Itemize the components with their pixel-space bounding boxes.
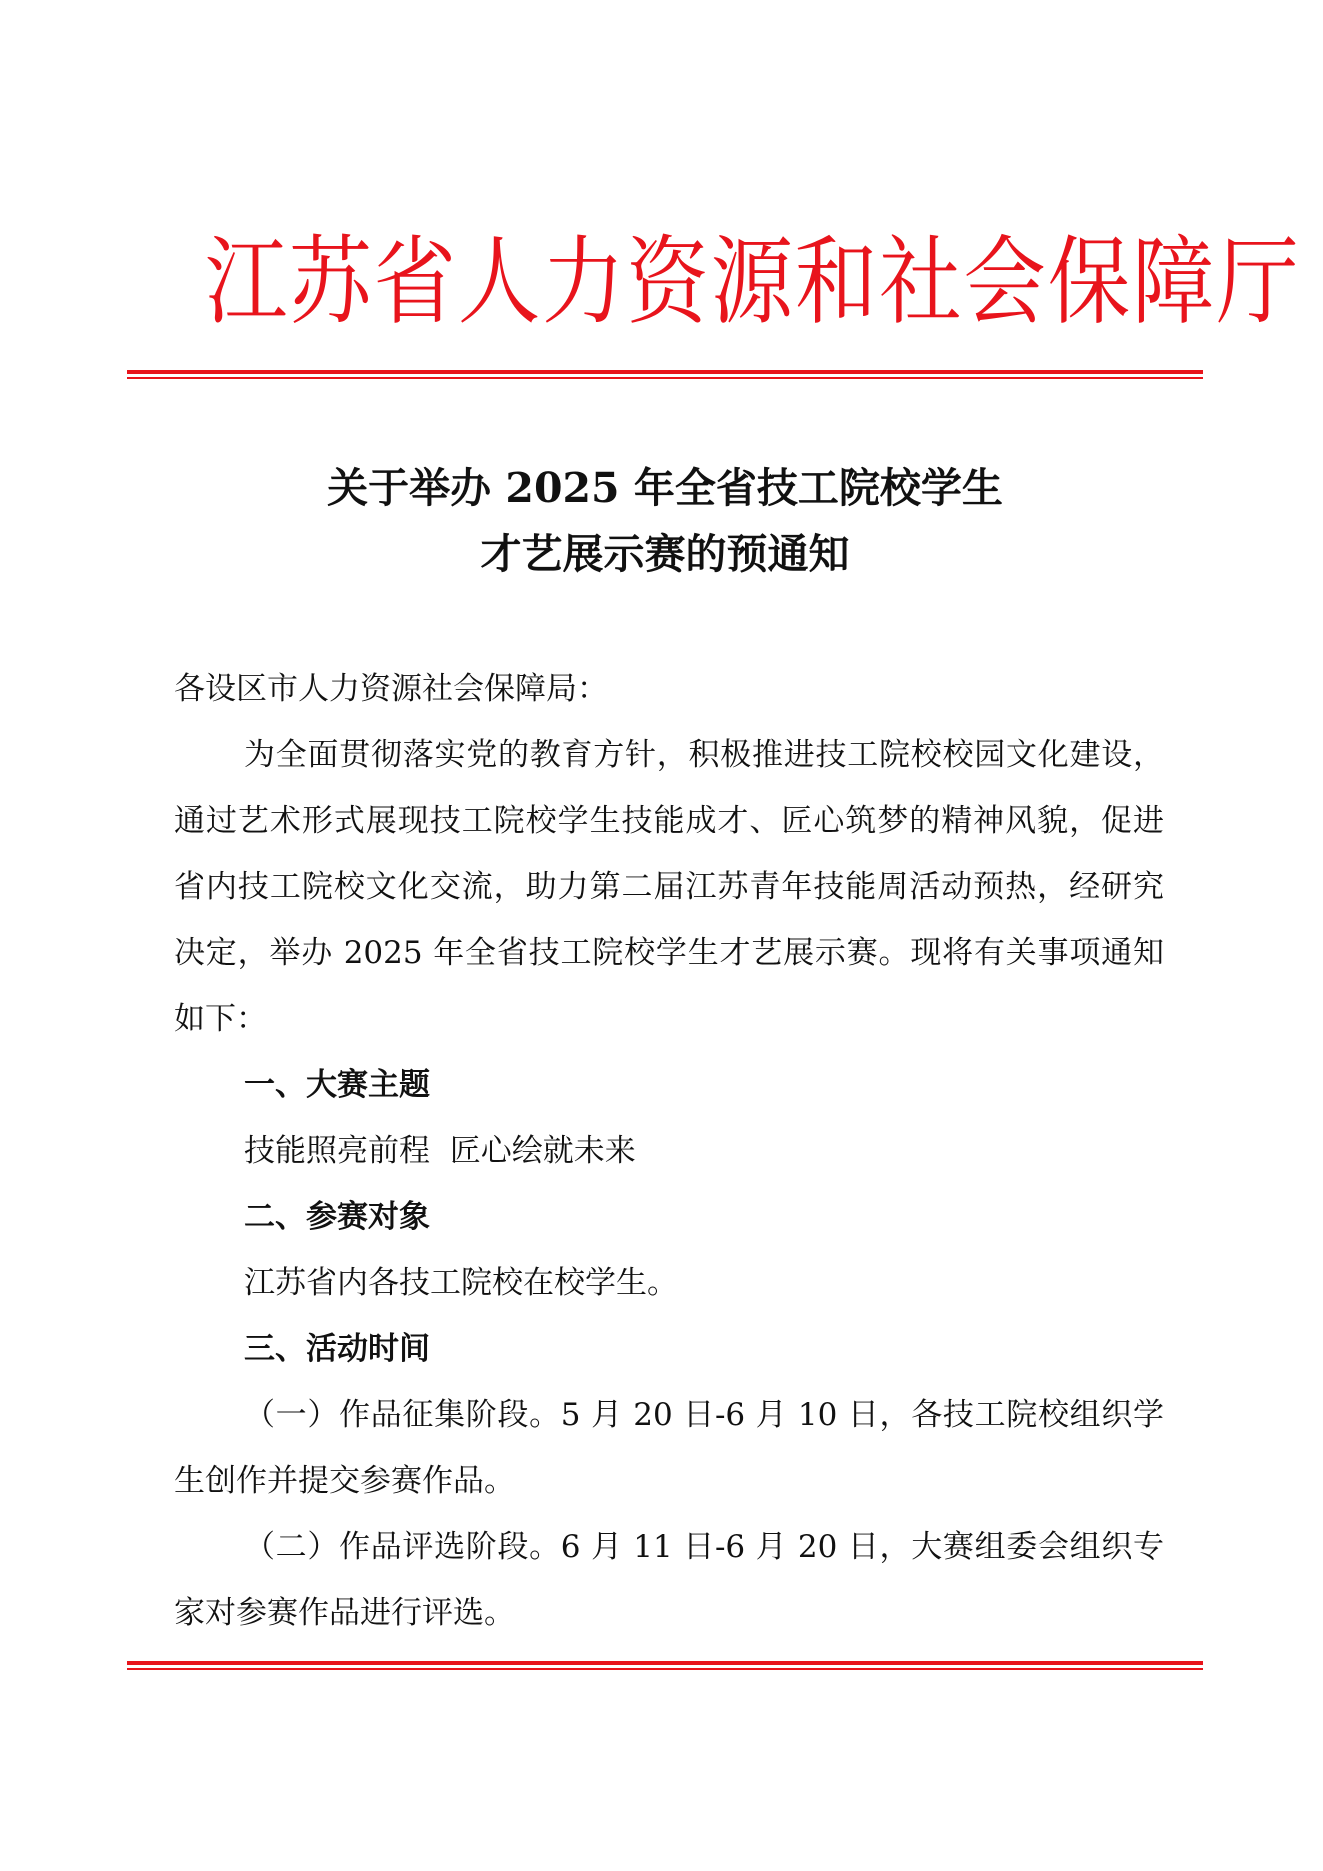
salutation: 各设区市人力资源社会保障局： xyxy=(174,671,608,707)
footer-red-rule xyxy=(127,1661,1203,1670)
section-heading-theme: 一、大赛主题 xyxy=(244,1067,430,1103)
footer-rule-thin-line xyxy=(127,1668,1203,1670)
notice-body xyxy=(174,656,1164,1646)
issuing-organization-title: 江苏省人力资源和社会保障厅 xyxy=(204,226,1301,338)
section-participants-text: 江苏省内各技工院校在校学生。 xyxy=(244,1265,678,1301)
section-heading-schedule: 三、活动时间 xyxy=(244,1331,430,1367)
section-heading-participants: 二、参赛对象 xyxy=(244,1199,430,1235)
section-theme-text: 技能照亮前程 匠心绘就未来 xyxy=(244,1133,636,1169)
header-rule-thick-line xyxy=(127,370,1203,374)
notice-title-line-1: 关于举办 2025 年全省技工院校学生 xyxy=(327,464,1003,512)
header-red-rule xyxy=(127,370,1203,379)
header-rule-thin-line xyxy=(127,377,1203,379)
notice-title xyxy=(130,455,1200,587)
footer-rule-thick-line xyxy=(127,1661,1203,1665)
intro-paragraph: 为全面贯彻落实党的教育方针，积极推进技工院校校园文化建设，通过艺术形式展现技工院校学生技能成才、匠心筑梦的精神风貌，促进省内技工院校文化交流，助力第二届江苏青年技能周活动预热，经研究决定，举办 2025 年全省技工院校学生才艺展示赛。现将有关事项通知如下： xyxy=(174,737,1164,1037)
notice-title-line-2: 才艺展示赛的预通知 xyxy=(480,530,850,578)
schedule-collection-stage: （一）作品征集阶段。5 月 20 日-6 月 10 日，各技工院校组织学生创作并提交参赛作品。 xyxy=(174,1397,1164,1499)
schedule-evaluation-stage: （二）作品评选阶段。6 月 11 日-6 月 20 日，大赛组委会组织专家对参赛作品进行评选。 xyxy=(174,1529,1164,1631)
